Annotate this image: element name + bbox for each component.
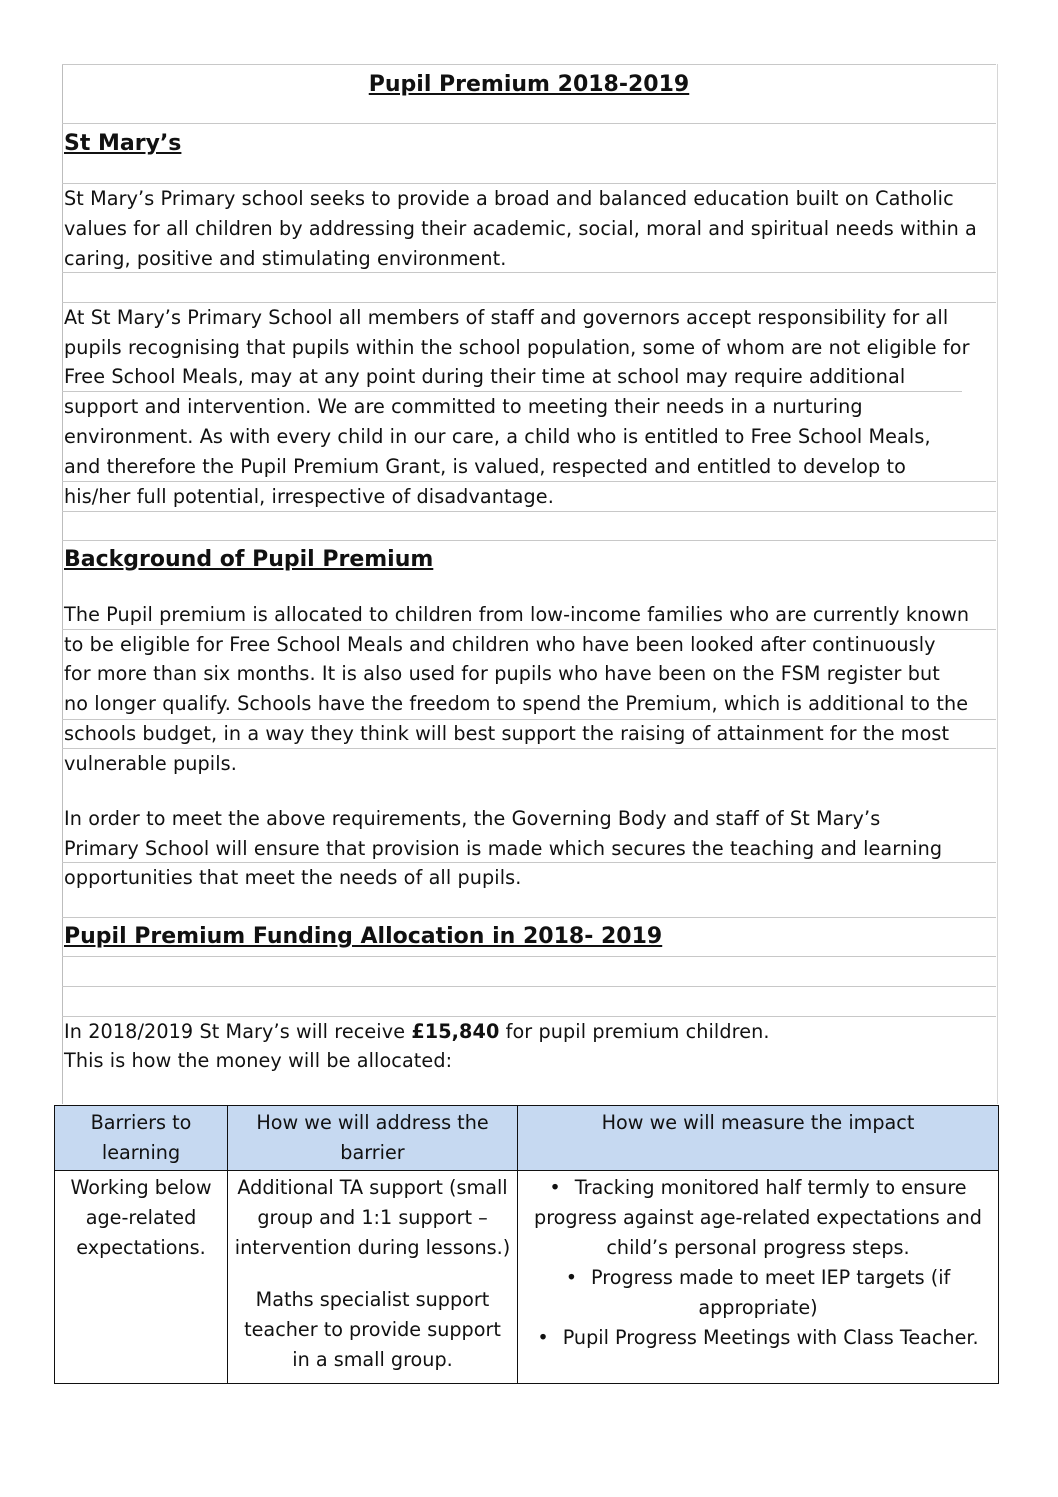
intro-line: values for all children by addressing their academic, social, moral and spiritual needs within a	[64, 217, 977, 240]
bullet-icon: •	[537, 1326, 549, 1349]
impact-list	[524, 1173, 992, 1353]
background-line: schools budget, in a way they think will best support the raising of attainment for the most	[64, 722, 950, 745]
responsibility-line: support and intervention. We are committed to meeting their needs in a nurturing	[64, 395, 863, 418]
column-header-impact: How we will measure the impact	[518, 1106, 999, 1171]
funding-text-before: In 2018/2019 St Mary’s will receive	[64, 1020, 412, 1043]
address-item: Maths specialist support teacher to provide support in a small group.	[244, 1288, 501, 1371]
funding-line	[64, 1017, 770, 1047]
list-item	[524, 1323, 992, 1353]
background-line: no longer qualify. Schools have the freedom to spend the Premium, which is additional to the	[64, 692, 969, 715]
background-heading: Background of Pupil Premium	[64, 547, 434, 572]
table-header-row	[55, 1106, 999, 1171]
list-item	[524, 1263, 992, 1323]
impact-item-text: Progress made to meet IEP targets (if appropriate)	[591, 1266, 951, 1319]
grid-line	[62, 64, 996, 65]
address-cell	[228, 1171, 518, 1384]
responsibility-line: Free School Meals, may at any point during their time at school may require additional	[64, 365, 906, 388]
intro-line: St Mary’s Primary school seeks to provide a broad and balanced education built on Catholic	[64, 187, 954, 210]
intro-line: caring, positive and stimulating environment.	[64, 247, 507, 270]
grid-line	[62, 123, 996, 124]
table-row	[55, 1171, 999, 1384]
funding-amount: £15,840	[411, 1020, 500, 1043]
address-item: Additional TA support (small group and 1:1 support – intervention during lessons.)	[234, 1176, 511, 1259]
grid-line	[62, 956, 996, 957]
requirements-line: In order to meet the above requirements, the Governing Body and staff of St Mary’s	[64, 807, 881, 830]
page-title: Pupil Premium 2018-2019	[368, 72, 690, 97]
funding-text-after: for pupil premium children.	[499, 1020, 770, 1043]
responsibility-line: At St Mary’s Primary School all members of staff and governors accept responsibility for all	[64, 306, 949, 329]
responsibility-line: environment. As with every child in our care, a child who is entitled to Free School Meals,	[64, 425, 931, 448]
impact-item-text: Tracking monitored half termly to ensure progress against age-related expectations and child’s personal progress steps.	[534, 1176, 982, 1259]
barrier-text: Working below age-related expectations.	[70, 1176, 212, 1259]
bullet-icon: •	[565, 1266, 578, 1289]
background-line: vulnerable pupils.	[64, 752, 237, 775]
funding-line: This is how the money will be allocated:	[64, 1049, 453, 1072]
bullet-icon: •	[549, 1176, 561, 1199]
column-header-barriers: Barriers to learning	[55, 1106, 228, 1171]
background-line: to be eligible for Free School Meals and children who have been looked after continuously	[64, 633, 936, 656]
requirements-line: opportunities that meet the needs of all pupils.	[64, 866, 522, 889]
background-line: The Pupil premium is allocated to children from low-income families who are currently known	[64, 603, 970, 626]
impact-item-text: Pupil Progress Meetings with Class Teacher.	[562, 1326, 979, 1349]
allocation-table	[54, 1105, 999, 1384]
school-heading: St Mary’s	[64, 131, 182, 156]
requirements-line: Primary School will ensure that provision is made which secures the teaching and learning	[64, 837, 943, 860]
column-header-address: How we will address the barrier	[228, 1106, 518, 1171]
barrier-cell	[55, 1171, 228, 1384]
grid-line	[62, 917, 996, 918]
responsibility-line: pupils recognising that pupils within the school population, some of whom are not eligible for	[64, 336, 970, 359]
funding-heading: Pupil Premium Funding Allocation in 2018- 2019	[64, 924, 663, 949]
responsibility-line: his/her full potential, irrespective of disadvantage.	[64, 485, 554, 508]
grid-line	[62, 540, 996, 541]
background-line: for more than six months. It is also used for pupils who have been on the FSM register but	[64, 662, 940, 685]
grid-line	[62, 986, 996, 987]
impact-cell	[518, 1171, 999, 1384]
responsibility-line: and therefore the Pupil Premium Grant, is valued, respected and entitled to develop to	[64, 455, 906, 478]
list-item	[524, 1173, 992, 1263]
